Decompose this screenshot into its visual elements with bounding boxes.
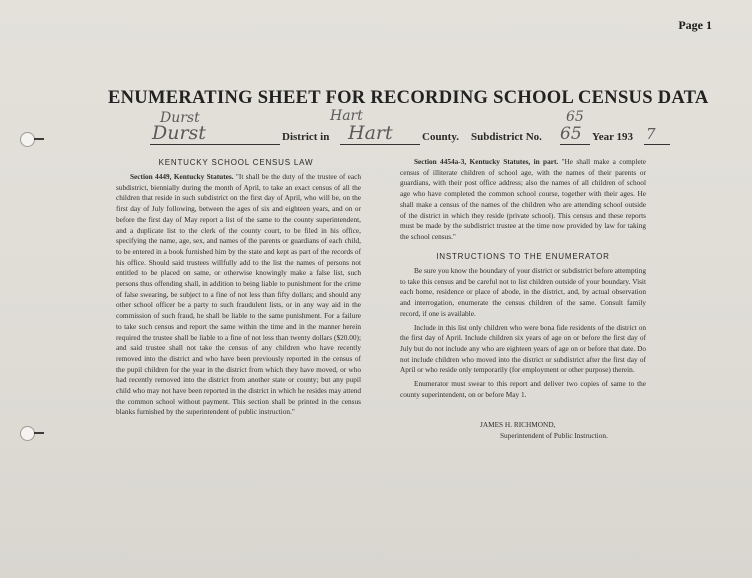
statute-text: "He shall make a complete census of illiterate children of school age, with the names of their parents or guardians, with their post office address; also the names of all children of school age who have completed the common school course, together with their ages. He shall make a census of the names of the children who are attending school outside of the district in which they reside (private school). This census and these reports must be made by the subdistrict trustee at the time now provided by law for taking the school census."	[400, 157, 646, 241]
handwritten-county-top: Hart	[330, 108, 363, 124]
subdistrict-line	[560, 126, 590, 145]
law-section-title: Section 4449, Kentucky Statutes.	[130, 172, 234, 181]
law-heading: KENTUCKY SCHOOL CENSUS LAW	[158, 158, 314, 167]
handwritten-county: Hart	[348, 122, 393, 144]
instruction-paragraph: Enumerator must swear to this report and deliver two copies of same to the county superintendent, on or before May 1.	[400, 379, 646, 399]
signature-title: Superintendent of Public Instruction.	[500, 431, 608, 440]
county-line	[340, 126, 420, 145]
page-title: ENUMERATING SHEET FOR RECORDING SCHOOL CENSUS DATA	[108, 88, 709, 108]
page-number: Page 1	[678, 18, 712, 32]
instruction-paragraph: Be sure you know the boundary of your district or subdistrict before attempting to take this census and be careful not to list children outside of your boundary. Visit each home, residence or place of abode, in the district, and, by actual observation and interrogation, enumerate the census children of the same. Consult family record, if one is available.	[400, 266, 646, 318]
year-label: Year 193	[592, 131, 634, 143]
statute-paragraph	[400, 157, 646, 243]
instructions-column	[400, 266, 646, 400]
form-header-row	[150, 126, 670, 148]
binder-hole-bottom	[20, 426, 35, 441]
instructions-heading: INSTRUCTIONS TO THE ENUMERATOR	[436, 252, 610, 261]
handwritten-year: 7	[646, 125, 656, 143]
law-text: "It shall be the duty of the trustee of each subdistrict, biennially during the month of April, to take an exact census of all the children that reside in such subdistrict on the first day of April, who will be, on the first day of July following, between the ages of six and eighteen years, and on or before the first day of May report a list of the same to the county superintendent, and a duplicate list to the clerk of the county court, to be filed in his office, specifying the name, age, sex, and names of the parents or guardians of each child, to be entered in a book furnished him by the state and kept as part of the records of his office. Should said trustees willfully add to the list the names of persons not entitled to be placed on same, or otherwise knowingly make a false list, such persons thus offending shall, in addition to being liable to punishment for the crime of false swearing, be subject to a fine of not less than fifty dollars; and should any other school officer be a party to such fraudulent lists, or in any way aid in the commission of such fraud, he shall be liable to the same punishment. For a failure to take such census and report the same within the time and in the manner herein required the trustee shall be liable to a fine of not less than twenty dollars ($20.00); and said trustee shall not take the census of any children who have recently removed into the district and who have been previously reported in the census of the pupil children for the year in the district from which they have moved, or who had recently removed into the district from another state or county; but any pupil child who may not have been reported in the district in which he resides may attend the common school without payment. This section shall be printed in the census blanks furnished by the superintendent of public instruction."	[116, 172, 361, 417]
year-line	[644, 126, 670, 145]
binder-mark-top	[34, 138, 44, 140]
law-paragraph	[116, 172, 361, 418]
handwritten-district-top: Durst	[160, 110, 200, 126]
statute-section-title: Section 4454a-3, Kentucky Statutes, in part.	[414, 157, 559, 166]
handwritten-district: Durst	[152, 122, 206, 144]
district-label: District in	[282, 131, 330, 143]
statute-column	[400, 157, 646, 243]
binder-hole-top	[20, 132, 35, 147]
handwritten-subdistrict-top: 65	[566, 109, 584, 125]
district-line	[150, 126, 280, 145]
binder-mark-bottom	[34, 432, 44, 434]
county-label: County.	[422, 131, 459, 143]
law-column	[116, 172, 361, 418]
signature-name: JAMES H. RICHMOND,	[480, 420, 556, 429]
instruction-paragraph: Include in this list only children who were bona fide residents of the district on the first day of April. Include children six years of age on or before the first day of July but do not include any who are eighteen years of age on or before that date. Do not include children who moved into the district or subdistrict after the first day of April or who reside only temporarily (for employment or other purpose) therein.	[400, 322, 646, 375]
handwritten-subdistrict: 65	[560, 124, 582, 144]
subdistrict-label: Subdistrict No.	[471, 131, 542, 143]
